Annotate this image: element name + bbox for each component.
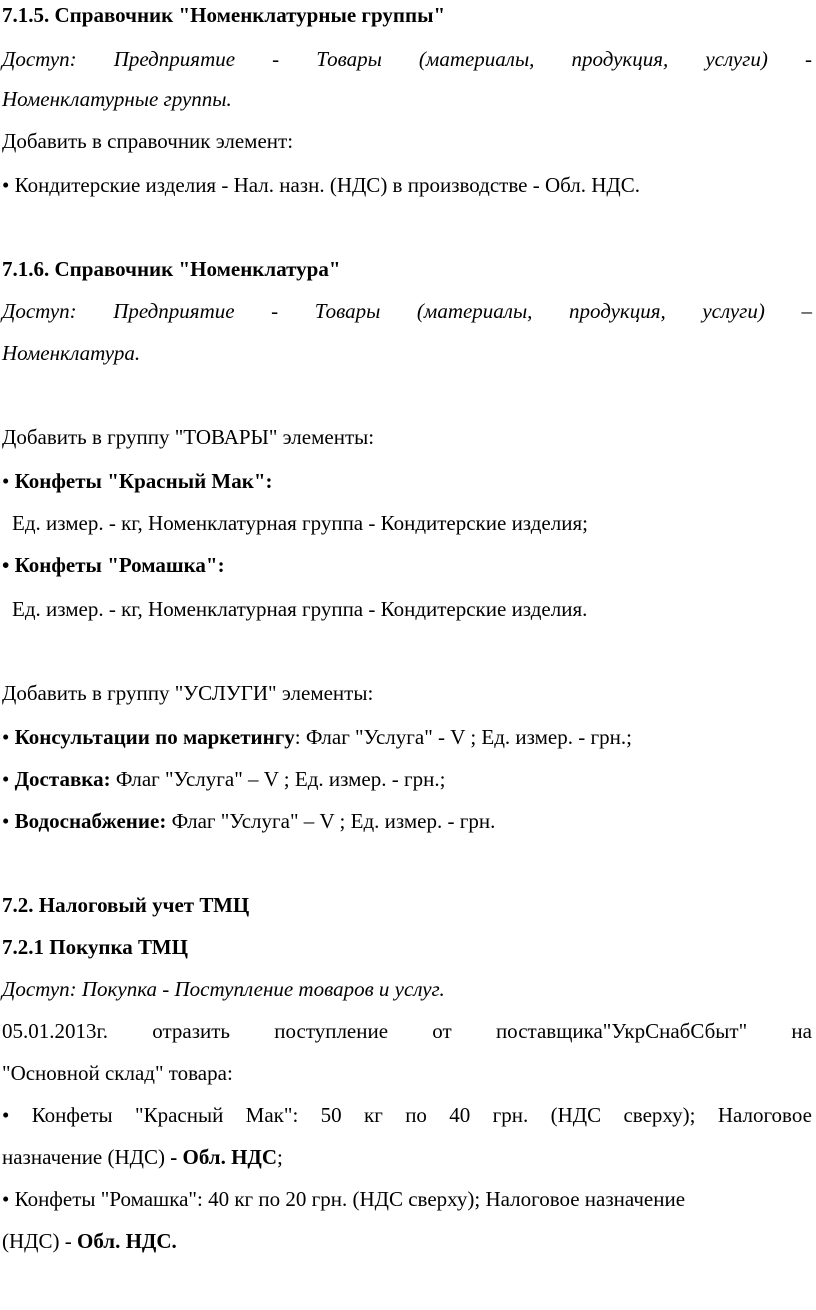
access-line-7-2-1: Доступ: Покупка - Поступление товаров и услуг.: [2, 977, 445, 1001]
bullet: •: [2, 809, 15, 833]
list-item: [2, 766, 812, 792]
bullet: •: [2, 553, 15, 577]
word: от: [432, 1019, 452, 1043]
paragraph-line: "Основной склад" товара:: [2, 1061, 233, 1085]
word: продукция,: [569, 299, 666, 323]
word: (материалы,: [416, 299, 533, 323]
word: 40: [449, 1103, 471, 1127]
item-name: Доставка:: [14, 767, 111, 791]
item-detail: Ед. измер. - кг, Номенклатурная группа - Кондитерские изделия.: [12, 597, 588, 621]
list-item: [2, 724, 812, 750]
word: Предприятие: [113, 47, 236, 71]
word: Налоговое: [717, 1103, 812, 1127]
word: Товары: [316, 47, 382, 71]
list-item-cont: [2, 1144, 812, 1170]
word: Предприятие: [113, 299, 235, 323]
word: по: [405, 1103, 427, 1127]
services-intro: Добавить в группу "УСЛУГИ" элементы:: [2, 681, 374, 705]
bold-text: Обл. НДС.: [76, 1229, 177, 1253]
word: Товары: [314, 299, 381, 323]
section-heading-7-2: 7.2. Налоговый учет ТМЦ: [2, 893, 250, 917]
word: кг: [364, 1103, 383, 1127]
word: сверху);: [623, 1103, 696, 1127]
word: отразить: [152, 1019, 230, 1043]
paragraph-line: [2, 1018, 812, 1044]
word: Конфеты: [31, 1103, 113, 1127]
section-heading-7-1-5: 7.1.5. Справочник "Номенклатурные группы": [2, 3, 446, 27]
item-rest: Флаг "Услуга" – V ; Ед. измер. - грн.;: [110, 767, 446, 791]
word: "Красный: [135, 1103, 224, 1127]
text: назначение (НДС): [2, 1145, 171, 1169]
word: -: [271, 299, 279, 323]
access-line-7-1-6: [2, 298, 812, 324]
item-name: Консультации по маркетингу: [14, 725, 295, 749]
item-name: Конфеты "Красный Мак":: [14, 469, 273, 493]
word: услуги): [705, 47, 768, 71]
item-rest: : Флаг "Услуга" - V ; Ед. измер. - грн.;: [294, 725, 632, 749]
text: ;: [277, 1145, 283, 1169]
word: -: [272, 47, 280, 71]
access-line-7-1-5: [2, 46, 812, 72]
word: (материалы,: [418, 47, 535, 71]
list-item: • Конфеты "Ромашка": 40 кг по 20 грн. (НДС сверху); Налоговое назначение: [2, 1187, 686, 1211]
word: 50: [320, 1103, 342, 1127]
add-instruction: Добавить в справочник элемент:: [2, 129, 294, 153]
item-name: Конфеты "Ромашка":: [14, 553, 225, 577]
access-line-7-1-5-cont: Номенклатурные группы.: [2, 87, 232, 111]
bullet: •: [2, 469, 15, 493]
item-name: Водоснабжение:: [14, 809, 167, 833]
word: –: [801, 299, 812, 323]
access-line-7-1-6-cont: Номенклатура.: [2, 341, 141, 365]
word: поставщика"УкрСнабСбыт": [495, 1019, 748, 1043]
word: продукция,: [571, 47, 669, 71]
word: на: [791, 1019, 812, 1043]
list-item: [2, 808, 812, 834]
item-rest: Флаг "Услуга" – V ; Ед. измер. - грн.: [166, 809, 496, 833]
bold-text: - Обл. НДС: [170, 1145, 278, 1169]
goods-intro: Добавить в группу "ТОВАРЫ" элементы:: [2, 425, 375, 449]
word: поступление: [274, 1019, 389, 1043]
bullet: •: [2, 767, 15, 791]
word: 05.01.2013г.: [2, 1019, 108, 1043]
word: услуги): [702, 299, 765, 323]
list-item: • Кондитерские изделия - Нал. назн. (НДС) в производстве - Обл. НДС.: [2, 173, 641, 197]
word: грн.: [492, 1103, 529, 1127]
section-heading-7-2-1: 7.2.1 Покупка ТМЦ: [2, 935, 188, 959]
text: (НДС) -: [2, 1229, 77, 1253]
list-item-cont: [2, 1228, 812, 1254]
word: (НДС: [550, 1103, 602, 1127]
list-item: [2, 1102, 812, 1128]
list-item: [2, 468, 812, 494]
bullet: •: [2, 725, 15, 749]
list-item: [2, 552, 812, 578]
word: •: [2, 1103, 10, 1127]
word: Доступ:: [2, 299, 77, 323]
word: Доступ:: [2, 47, 77, 71]
section-heading-7-1-6: 7.1.6. Справочник "Номенклатура": [2, 257, 341, 281]
item-detail: Ед. измер. - кг, Номенклатурная группа - Кондитерские изделия;: [12, 511, 588, 535]
word: Мак":: [245, 1103, 299, 1127]
word: -: [804, 47, 812, 71]
